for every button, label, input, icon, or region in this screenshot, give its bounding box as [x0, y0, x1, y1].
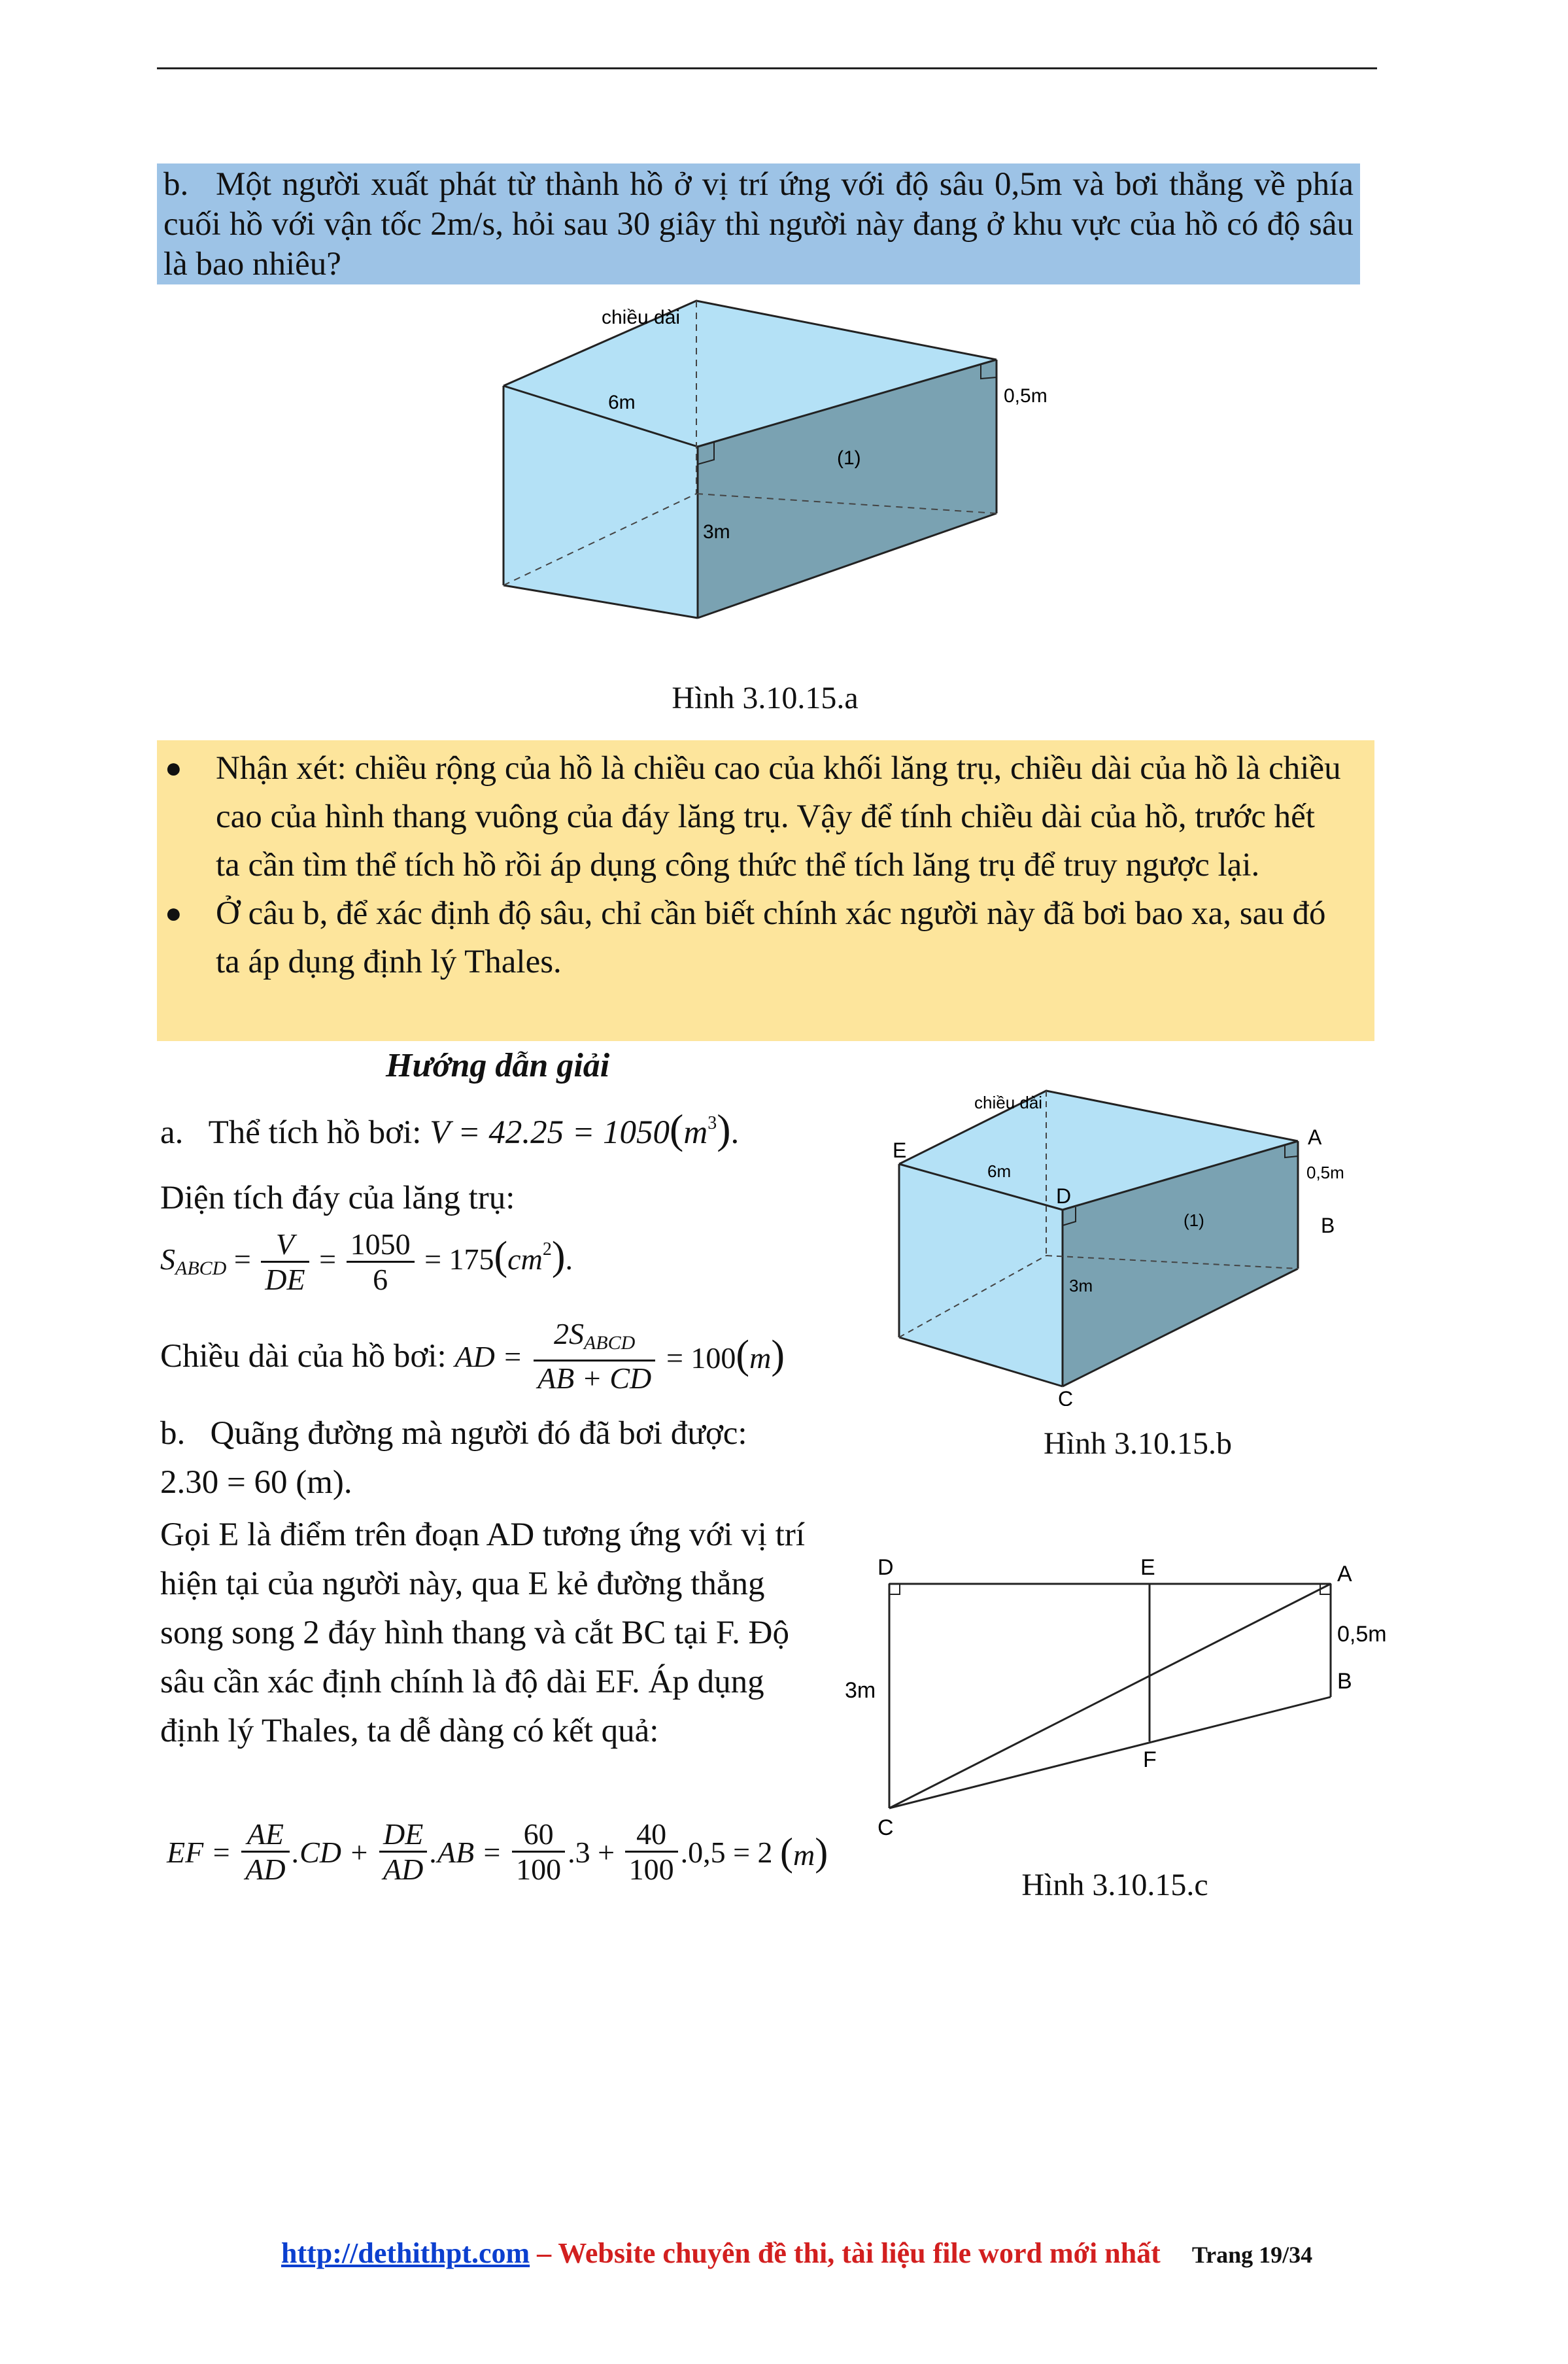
figure-a-shallow-label: 0,5m: [1004, 385, 1048, 407]
figure-c-right-angle-d: [889, 1584, 900, 1594]
volume-text: Thể tích hồ bơi:: [208, 1114, 422, 1151]
bullet-icon: ●: [165, 897, 182, 929]
figure-b-shallow-label: 0,5m: [1306, 1163, 1344, 1182]
ef-formula: EF = $\frac{AE}{AD}$ .CD + $\frac{DE}{AD}$ .AB = $\frac{60}{100}$ .3 + $\frac{40}{100}$ .0,5 = 2 (m): [167, 1817, 828, 1886]
figure-b-caption: Hình 3.10.15.b: [1044, 1426, 1232, 1461]
bullet-icon: ●: [165, 752, 182, 784]
solution-b-text1: Quãng đường mà người đó đã bơi được:: [210, 1415, 747, 1452]
area-text: Diện tích đáy của lăng trụ:: [160, 1180, 515, 1216]
figure-c-point-c: C: [878, 1815, 894, 1840]
area-frac-1: $\frac{V}{DE}$: [261, 1228, 309, 1297]
figure-a-caption: Hình 3.10.15.a: [672, 681, 859, 715]
ef-frac-4: $\frac{40}{100}$: [625, 1818, 678, 1887]
length-frac: $\frac{2S_{ABCD}}{AB + CD}$: [534, 1318, 655, 1396]
length-result: = 100: [666, 1341, 736, 1375]
area-formula: $S_{ABCD}$ = $\frac{V}{DE}$ = $\frac{1050}{6}$ = $175(cm^2)$.: [160, 1227, 573, 1296]
length-lhs: AD =: [454, 1340, 523, 1373]
page-number: Trang 19/34: [1191, 2242, 1313, 2268]
figure-c-deep-label: 3m: [845, 1678, 876, 1703]
figure-c-point-b: B: [1337, 1669, 1352, 1694]
solution-heading: Hướng dẫn giải: [386, 1047, 610, 1084]
notes-box: [157, 740, 1374, 1041]
area-lhs: $S_{ABCD}$: [160, 1242, 227, 1280]
area-result: = 175: [424, 1242, 494, 1276]
footer-tagline: – Website chuyên đề thi, tài liệu file word mới nhất: [530, 2237, 1161, 2269]
volume-unit: m: [683, 1114, 708, 1151]
ef-lhs: EF =: [167, 1836, 231, 1869]
figure-c-point-e: E: [1140, 1555, 1155, 1580]
solution-b-paragraph: Gọi E là điểm trên đoạn AD tương ứng với vị trí hiện tại của người này, qua E kẻ đường thẳng song song 2 đáy hình thang và cắt BC tại F. Độ sâu cần xác định chính là độ dài EF. Áp dụng định lý Thales, ta dễ dàng có kết quả:: [160, 1516, 806, 1749]
ef-unit: m: [793, 1838, 815, 1872]
figure-a-length-label: chiều dài: [602, 307, 681, 328]
length-text: Chiều dài của hồ bơi:: [160, 1338, 447, 1375]
ef-term-1: .CD +: [292, 1836, 369, 1869]
ef-term-2: .AB =: [430, 1836, 502, 1869]
length-formula: Chiều dài của hồ bơi: AD = $\frac{2S_{ABCD}}{AB + CD}$ = 100(m): [160, 1317, 785, 1395]
area-unit: cm: [507, 1242, 543, 1276]
figure-b-point-e: E: [893, 1139, 907, 1162]
ef-frac-1: $\frac{AE}{AD}$: [241, 1818, 289, 1887]
solution-a-label: a.: [160, 1114, 184, 1151]
area-exp: 2: [542, 1239, 552, 1260]
figure-b-point-b: B: [1321, 1214, 1335, 1237]
figure-b-width-label: 6m: [987, 1161, 1012, 1181]
question-b: [157, 163, 1360, 284]
footer: [281, 2236, 1312, 2270]
note-item: [165, 744, 1342, 889]
figure-b-point-a: A: [1308, 1125, 1322, 1149]
figure-b-face-label: (1): [1184, 1210, 1204, 1230]
volume-formula-value: V = 42.25 = 1050: [430, 1114, 670, 1151]
figure-a-deep-label: 3m: [703, 521, 730, 543]
ef-term-4: .0,5 = 2: [680, 1836, 773, 1869]
area-lhs-sub: ABCD: [175, 1258, 227, 1280]
figure-c-edge-cb: [889, 1697, 1331, 1808]
solution-b-text2: 2.30 = 60 (m).: [160, 1464, 352, 1501]
question-b-text: Một người xuất phát từ thành hồ ở vị trí ứng với độ sâu 0,5m và bơi thẳng về phía cuối hồ với vận tốc 2m/s, hỏi sau 30 giây thì người này đang ở khu vực của hồ có độ sâu là bao nhiêu?: [163, 166, 1354, 283]
note-item: [165, 889, 1342, 986]
figure-a-width-label: 6m: [608, 392, 636, 413]
figure-c-diagonal-ca: [889, 1584, 1331, 1808]
solution-a-volume: [160, 1099, 739, 1157]
area-frac-2: $\frac{1050}{6}$: [347, 1228, 415, 1297]
figure-b-length-label: chiều dài: [974, 1093, 1043, 1112]
figure-a-pool-diagram: [484, 298, 1072, 638]
note-text: Ở câu b, để xác định độ sâu, chỉ cần biết chính xác người này đã bơi bao xa, sau đó ta áp dụng định lý Thales.: [216, 895, 1326, 980]
note-text: Nhận xét: chiều rộng của hồ là chiều cao của khối lăng trụ, chiều dài của hồ là chiều cao của hình thang vuông của đáy lăng trụ. Vậy để tính chiều dài của hồ, trước hết ta cần tìm thể tích hồ rồi áp dụng công thức thể tích lăng trụ để truy ngược lại.: [216, 750, 1341, 883]
question-b-label: b.: [163, 166, 189, 203]
volume-formula: $V = 42.25 = 1050(m^3)$.: [430, 1106, 740, 1152]
figure-c-caption: Hình 3.10.15.c: [1021, 1868, 1208, 1902]
footer-link[interactable]: http://dethithpt.com: [281, 2237, 530, 2269]
ef-frac-2: $\frac{DE}{AD}$: [379, 1818, 427, 1887]
figure-c-shallow-label: 0,5m: [1337, 1622, 1387, 1647]
figure-c-point-d: D: [878, 1555, 894, 1580]
figure-b-point-c: C: [1058, 1387, 1074, 1406]
figure-c-point-a: A: [1337, 1562, 1352, 1586]
solution-b-distance: [160, 1409, 747, 1458]
length-unit: m: [749, 1341, 772, 1375]
figure-c-trapezoid-diagram: [824, 1543, 1412, 1857]
figure-b-deep-label: 3m: [1069, 1276, 1093, 1295]
volume-exp: 3: [707, 1113, 717, 1133]
figure-b-pool-diagram: [876, 1079, 1373, 1406]
figure-b-point-d: D: [1056, 1184, 1072, 1208]
ef-term-3: .3 +: [568, 1836, 615, 1869]
figure-c-point-f: F: [1143, 1747, 1157, 1772]
ef-frac-3: $\frac{60}{100}$: [512, 1818, 565, 1887]
top-rule: [157, 67, 1377, 69]
solution-b-label: b.: [160, 1415, 186, 1452]
figure-a-face-label: (1): [837, 447, 861, 469]
